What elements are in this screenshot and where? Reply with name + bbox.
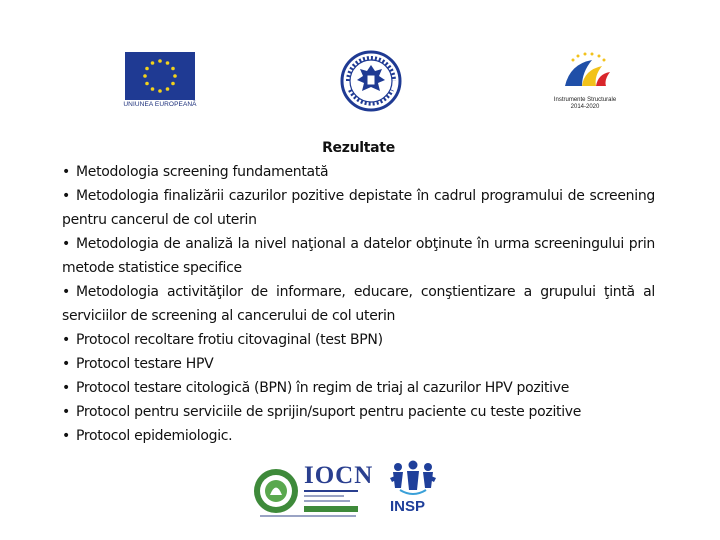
eu-star-icon	[158, 59, 162, 63]
insp-title: INSP	[390, 498, 426, 515]
instrumente-caption-line2: 2014-2020	[570, 104, 600, 110]
bullet-marker: •	[62, 188, 70, 204]
eu-logo	[123, 52, 197, 110]
list-item	[62, 232, 655, 280]
instrumente-structurale-icon	[540, 50, 630, 96]
government-logo	[340, 50, 402, 112]
page-title: Rezultate	[322, 140, 395, 156]
list-item-text: Metodologia de analiză la nivel naţional a datelor obţinute în urma screeningului prin metode statistice specifice	[62, 236, 655, 276]
list-item-text: Metodologia screening fundamentată	[76, 164, 329, 180]
instrumente-structurale-logo	[540, 50, 630, 116]
iocn-logo	[252, 462, 374, 520]
list-item	[62, 352, 655, 376]
eu-flag-icon	[125, 52, 195, 100]
eu-star-icon	[166, 87, 170, 91]
list-item-text: Protocol epidemiologic.	[76, 428, 233, 444]
eu-caption: UNIUNEA EUROPEANĂ	[123, 101, 197, 108]
list-item	[62, 376, 655, 400]
results-list	[62, 160, 655, 448]
eu-star-icon	[143, 74, 147, 78]
list-item-text: Protocol pentru serviciile de sprijin/suport pentru paciente cu teste pozitive	[76, 404, 582, 420]
bullet-marker: •	[62, 284, 70, 300]
eu-star-icon	[151, 61, 155, 65]
insp-logo	[388, 460, 438, 518]
list-item-text: Protocol testare citologică (BPN) în regim de triaj al cazurilor HPV pozitive	[76, 380, 570, 396]
eu-star-icon	[173, 74, 177, 78]
insp-people-icon	[388, 460, 438, 500]
iocn-title: IOCN	[304, 462, 374, 489]
eu-star-icon	[151, 87, 155, 91]
list-item-text: Protocol testare HPV	[76, 356, 214, 372]
list-item-text: Metodologia finalizării cazurilor pozitive depistate în cadrul programului de screening pentru cancerul de col uterin	[62, 188, 655, 228]
bullet-marker: •	[62, 236, 70, 252]
list-item	[62, 280, 655, 328]
list-item	[62, 424, 655, 448]
list-item-text: Protocol recoltare frotiu citovaginal (test BPN)	[76, 332, 383, 348]
instrumente-caption-line1: Instrumente Structurale	[553, 97, 617, 103]
list-item	[62, 160, 655, 184]
eu-star-icon	[166, 61, 170, 65]
list-item-text: Metodologia activităţilor de informare, educare, conştientizare a grupului ţintă al serviciilor de screening al cancerului de col uterin	[62, 284, 655, 324]
eu-star-icon	[158, 89, 162, 93]
bullet-marker: •	[62, 428, 70, 444]
bullet-marker: •	[62, 332, 70, 348]
bullet-marker: •	[62, 380, 70, 396]
bullet-marker: •	[62, 404, 70, 420]
eu-star-icon	[171, 82, 175, 86]
eu-star-icon	[145, 67, 149, 71]
list-item	[62, 400, 655, 424]
list-item	[62, 184, 655, 232]
results-content	[62, 136, 655, 448]
bullet-marker: •	[62, 164, 70, 180]
government-seal-icon	[340, 50, 402, 112]
eu-star-icon	[145, 82, 149, 86]
eu-star-icon	[171, 67, 175, 71]
list-item	[62, 328, 655, 352]
bullet-marker: •	[62, 356, 70, 372]
